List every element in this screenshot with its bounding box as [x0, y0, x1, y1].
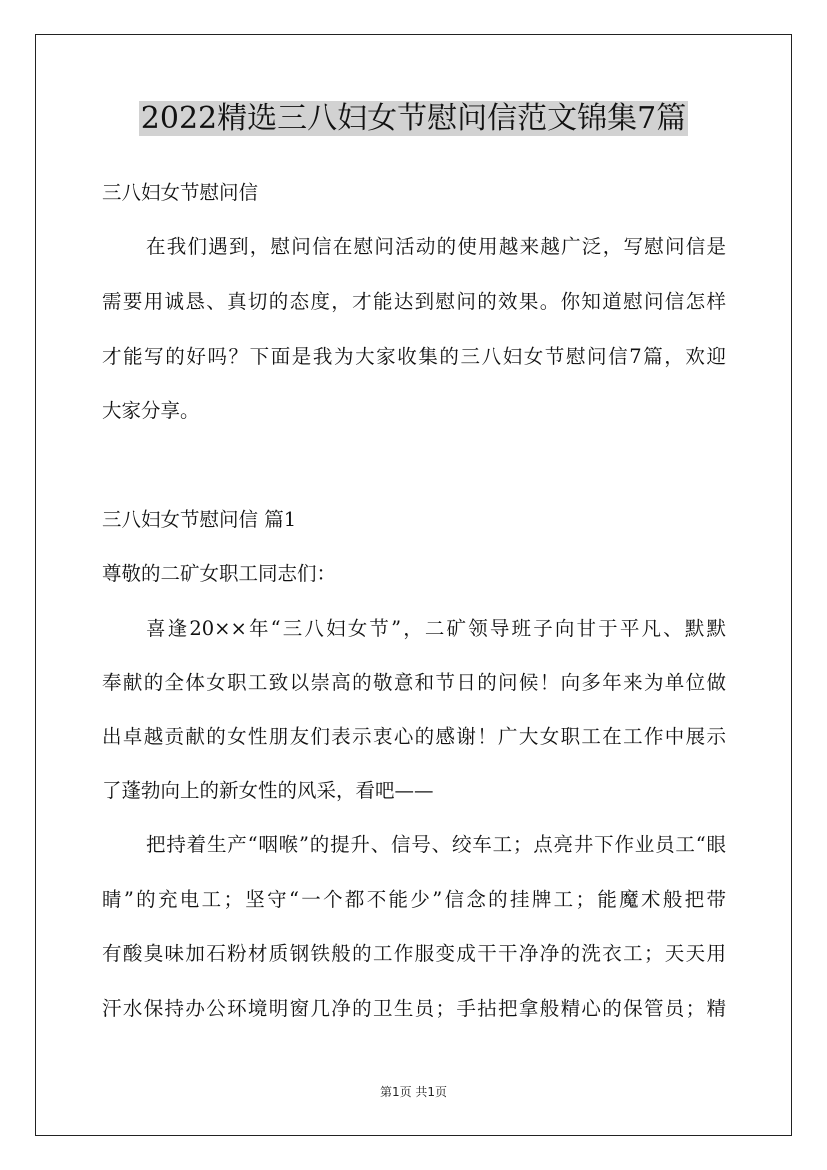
intro-line-4: 大家分享。 — [102, 399, 200, 422]
paragraph2-line-1: 把持着生产“咽喉”的提升、信号、绞车工；点亮井下作业员工“眼 — [146, 833, 726, 856]
paragraph1-line-3: 出卓越贡献的女性朋友们表示衷心的感谢！广大女职工在工作中展示 — [102, 725, 726, 748]
paragraph2-line-2: 睛”的充电工；坚守“一个都不能少”信念的挂牌工；能魔术般把带 — [102, 888, 726, 911]
paragraph1-line-1: 喜逢20××年“三八妇女节”，二矿领导班子向甘于平凡、默默 — [146, 617, 726, 640]
salutation: 尊敬的二矿女职工同志们： — [102, 562, 337, 585]
paragraph2-line-3: 有酸臭味加石粉材质钢铁般的工作服变成干干净净的洗衣工；天天用 — [102, 942, 726, 965]
document-title — [0, 96, 827, 142]
paragraph1-line-4: 了蓬勃向上的新女性的风采，看吧—— — [102, 779, 434, 802]
section-heading: 三八妇女节慰问信 — [102, 181, 259, 204]
intro-line-3: 才能写的好吗？下面是我为大家收集的三八妇女节慰问信7篇，欢迎 — [102, 345, 726, 368]
intro-line-2: 需要用诚恳、真切的态度，才能达到慰问的效果。你知道慰问信怎样 — [102, 290, 726, 313]
paragraph2-line-4: 汗水保持办公环境明窗几净的卫生员；手拈把拿般精心的保管员；精 — [102, 997, 726, 1020]
document-title-text: 2022精选三八妇女节慰问信范文锦集7篇 — [140, 101, 687, 136]
page-number-footer: 第1页 共1页 — [379, 1085, 448, 1099]
paragraph1-line-2: 奉献的全体女职工致以崇高的敬意和节日的问候！向多年来为单位做 — [102, 671, 726, 694]
intro-line-1: 在我们遇到，慰问信在慰问活动的使用越来越广泛，写慰问信是 — [146, 235, 726, 258]
article-heading: 三八妇女节慰问信 篇1 — [102, 508, 297, 531]
